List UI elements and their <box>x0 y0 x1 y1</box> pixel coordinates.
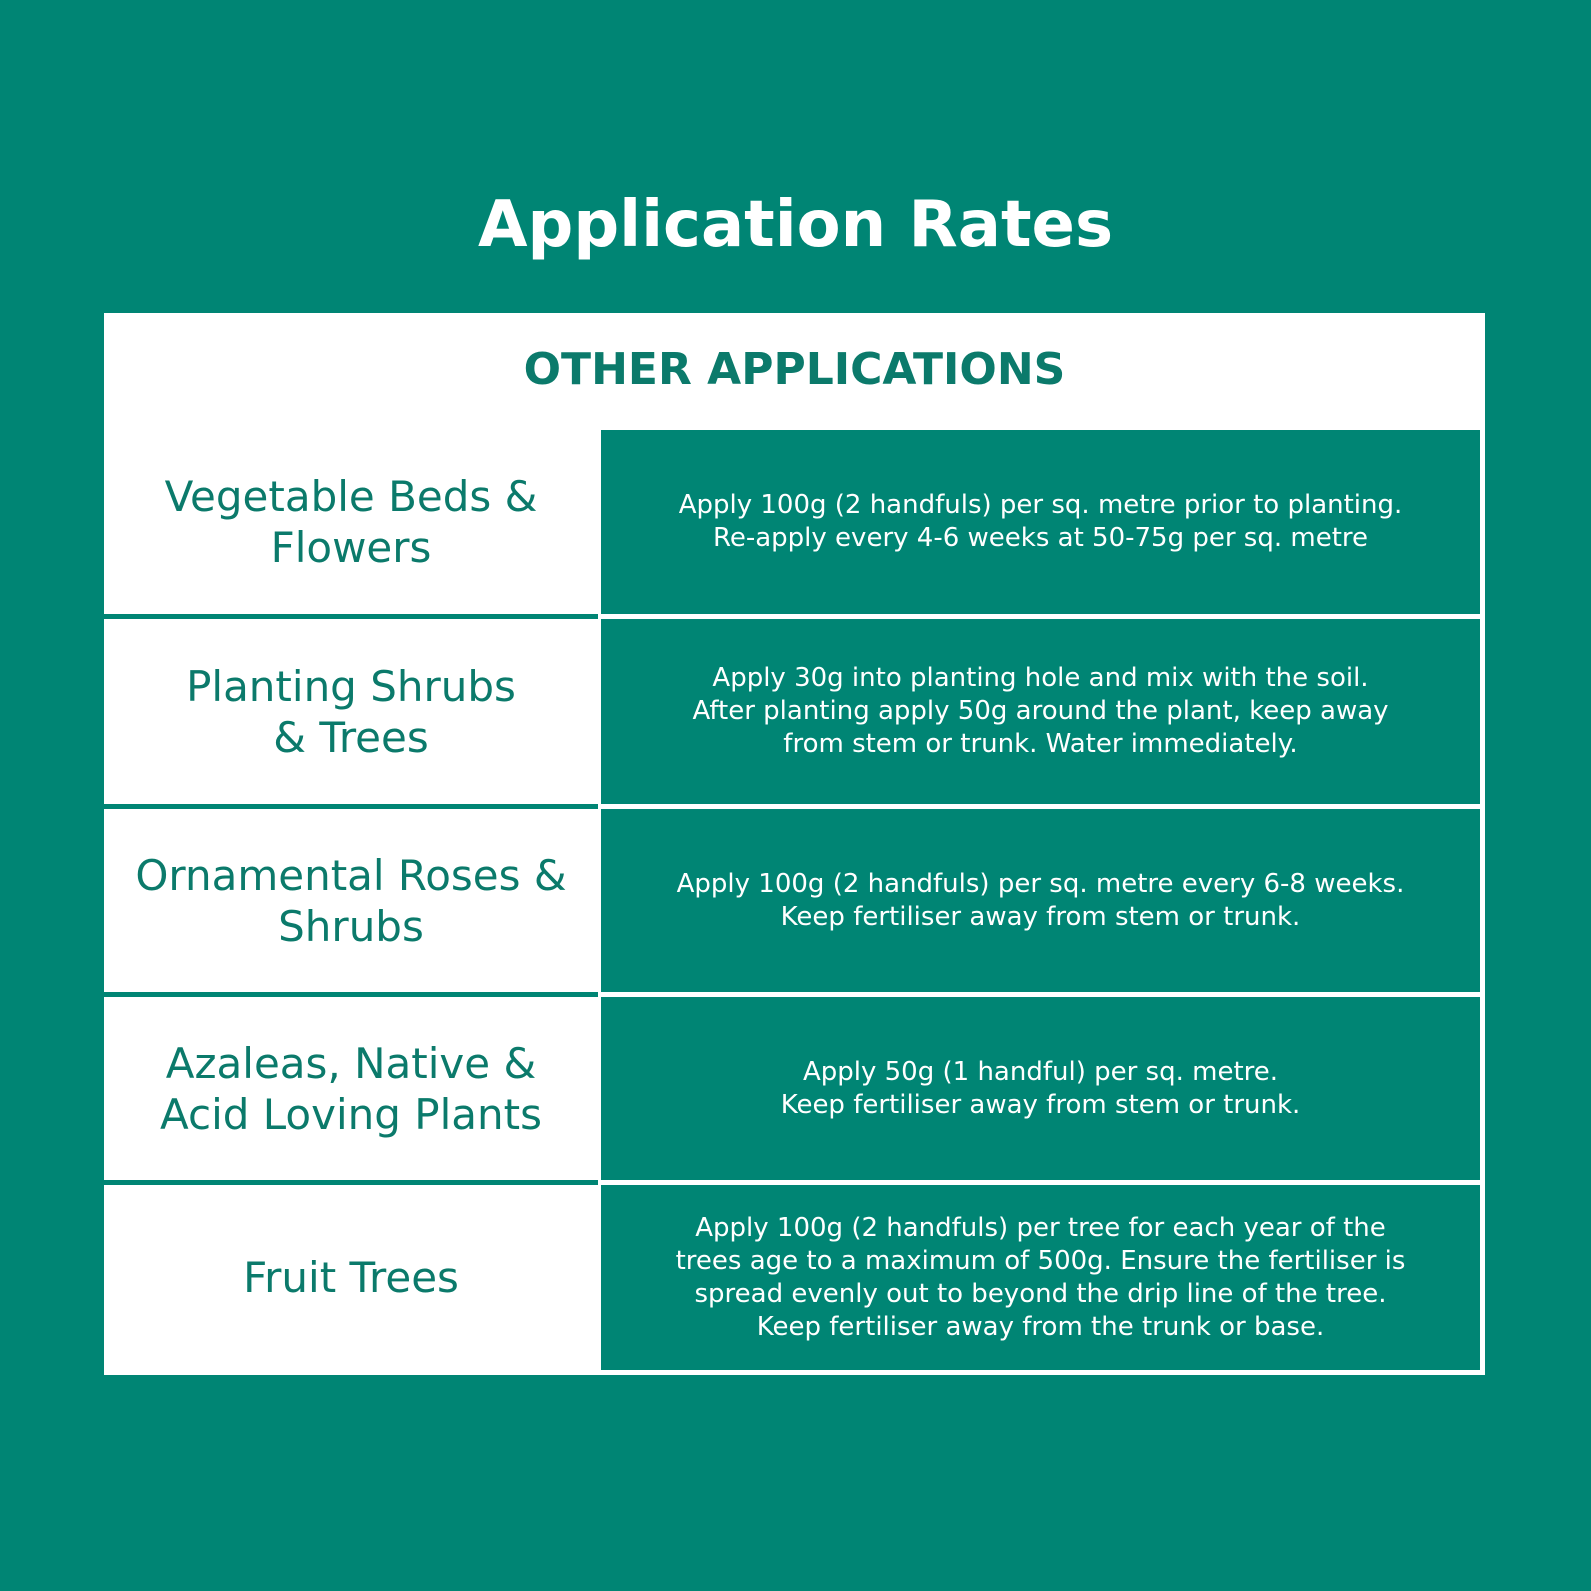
row-label: Planting Shrubs & Trees <box>186 661 516 762</box>
row-description: Apply 50g (1 handful) per sq. metre. Keep fertiliser away from stem or trunk. <box>601 997 1480 1180</box>
row-label: Fruit Trees <box>243 1253 459 1302</box>
table-row <box>104 619 1485 804</box>
application-rates-table <box>104 313 1485 1375</box>
row-description: Apply 30g into planting hole and mix with the soil. After planting apply 50g around the plant, keep away from stem or trunk. Water immediately. <box>601 619 1480 804</box>
row-label: Ornamental Roses & Shrubs <box>135 850 567 951</box>
table-row <box>104 1185 1485 1370</box>
table-row <box>104 809 1485 992</box>
row-description: Apply 100g (2 handfuls) per tree for each year of the trees age to a maximum of 500g. Ensure the fertiliser is spread evenly out to beyond the drip line of the tree. Keep fertiliser away from the trunk or base. <box>601 1185 1480 1370</box>
row-label: Vegetable Beds & Flowers <box>164 472 538 572</box>
table-row <box>104 997 1485 1180</box>
row-description: Apply 100g (2 handfuls) per sq. metre prior to planting. Re-apply every 4-6 weeks at 50-75g per sq. metre <box>601 430 1480 614</box>
table-row <box>104 430 1485 614</box>
row-description: Apply 100g (2 handfuls) per sq. metre every 6-8 weeks. Keep fertiliser away from stem or trunk. <box>601 809 1480 992</box>
table-header: OTHER APPLICATIONS <box>523 343 1066 395</box>
page-title: Application Rates <box>477 188 1114 262</box>
row-label: Azaleas, Native & Acid Loving Plants <box>160 1038 542 1139</box>
